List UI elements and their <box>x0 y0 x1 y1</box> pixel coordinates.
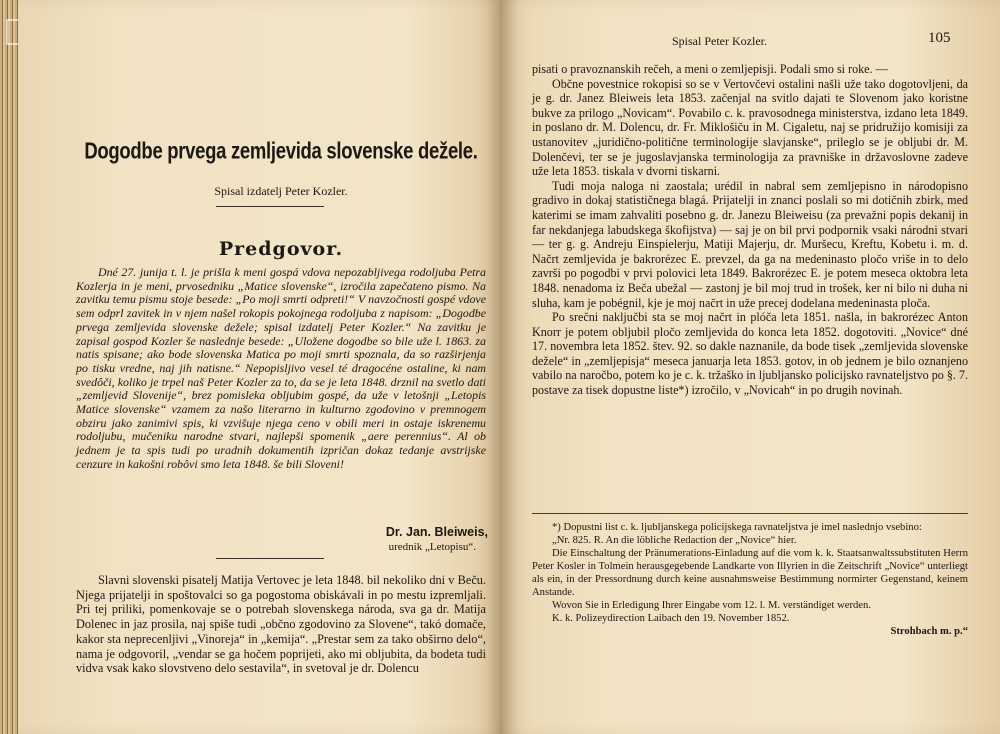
footnote <box>532 521 968 638</box>
body-paragraph: Občne povestnice rokopisi so se v Vertovčevi ostalini našli uže tako dogotovljeni, da je g. dr. Janez Bleiweis leta 1853. začenjal na svitlo dajati te Slovenom jako koristne bukve za prilogo „Novicam“. Povabilo c. k. pravosodnega ministerstva, izdano leta 1849. in poslano dr. M. Dolencu, dr. Fr. Miklošiču in M. Cigaletu, naj se pridružijo komisiji za ustanovitev „juridično-politične terminologije slavjanske“, prileglo se je obljubi dr. M. Dolenčevi, ter se je jugoslavjanska terminologija za pravniške in državoslovne zadeve uže leta 1853. tiskala v dvorni tiskarni. <box>532 76 968 179</box>
preface-divider <box>216 558 324 559</box>
footnote-paragraph: „Nr. 825. R. An die löbliche Redaction der „Novice“ hier. <box>552 535 797 546</box>
title-divider <box>216 206 324 207</box>
article-title: Dogodbe prvega zemljevida slovenske dežele. <box>84 137 478 164</box>
footnote-signature: Strohbach m. p.“ <box>890 626 968 637</box>
left-body-text <box>76 573 486 676</box>
body-paragraph: Slavni slovenski pisatelj Matija Vertovec je leta 1848. bil nekoliko dni v Beču. Njega prijatelji in spoštovalci so ga pogostoma obiskávali in po mestu izpremljali. Pri tej priliki, pomenkovaje se o potrebah slovenskega národa, sva ga dr. Matija Dolenec in jaz prosila, naj spiše tudi „občno zgodovino za Slovene“, takó domače, kakor sta neprecenljivi „Vinoreja“ in „kemija“. „Prestar sem za tako obširno delo“, nama je odgovoril, „vendar se ga hočem poprijeti, ako mi obljubita, da bodeta tudi vidva vsak kako slovstveno delo sestavila“, in svetoval je dr. Dolencu <box>76 573 486 676</box>
left-page <box>18 0 502 734</box>
running-head: Spisal Peter Kozler. <box>672 34 767 48</box>
footnote-paragraph: K. k. Polizeydirection Laibach den 19. November 1852. <box>552 613 790 624</box>
byline: Spisal izdatelj Peter Kozler. <box>214 184 348 198</box>
body-paragraph: Tudi moja naloga ni zaostala; urédil in nabral sem zemljepisno in národopisno gradivo in dokaj statističnega blagá. Prijatelji in znanci poslali so mi dotičnih zbirk, med katerimi se imam zahvaliti posebno g. dr. Janezu Bleiweisu (za prevažni popis dekanij in far nekdanjega labudskega škofijstva) — saj je on bil prvi podpornik vsaki národni stvari — ter g. g. Andreju Einspielerju, Matiji Majerju, dr. Muršecu, Kreftu, Kobetu i. m. d. Načrt zemljevida je bakrorézec E. prevzel, da ga na medeninasto pločo vriše in to delo završi po pogodbi v prvi polovici leta 1849. Bakrorézec E. je potem meseca oktobra leta 1848. nenadoma iz Beča ubežal — zastonj je bil moj trud in trošek, ker ni bilo ni duha ni sluha, kam je pobégnil, kje je moj načrt in uže precej dodelana medeninasta ploča. <box>532 178 968 310</box>
right-body-text <box>532 62 968 398</box>
footnote-divider <box>532 513 968 514</box>
body-paragraph: Po srečni naključbi sta se moj načrt in plóča leta 1851. našla, in bakrorézec Anton Knorr je potem obljubil pločo zemljevida do konca leta 1852. dogotoviti. „Novice“ dné 17. novembra leta 1852. štev. 92. so dakle naznanile, da bode tisek „zemljevida slovenske dežele“ in „zemljepisja“ meseca januarja leta 1853. gotov, in ob jednem je bilo oznanjeno vabilo na naročbo, potem ko je c. k. tržaško in ljubljansko policijsko ravnateljstvo po §. 7. postave za tisek dopustne liste*) izročilo, v „Novicah“ in po drugih novinah. <box>532 310 968 398</box>
preface-heading: Predgovor. <box>218 238 344 260</box>
page-number: 105 <box>928 30 951 46</box>
footnote-paragraph: Die Einschaltung der Pränumerations-Einladung auf die vom k. k. Staatsanwaltssubstituten Herrn Peter Kosler in Tolmein herausgegebende Landkarte von Illyrien in die Zeitschrift „Novice“ unterliegt als ein, in der Pressordnung durch keine ausnahmsweise Bestimmung normirter Gegenstand, keinem Anstande. <box>532 548 968 598</box>
body-paragraph: pisati o pravoznanskih rečeh, a meni o zemljepisji. Podali smo si roke. — <box>532 62 888 76</box>
preface-text <box>76 266 486 472</box>
footnote-paragraph: Wovon Sie in Erledigung Ihrer Eingabe vom 12. l. M. verständiget werden. <box>552 600 871 611</box>
footnote-paragraph: *) Dopustni list c. k. ljubljanskega policijskega ravnateljstva je imel naslednjo vsebino: <box>552 522 922 533</box>
right-page <box>502 0 1000 734</box>
signature: Dr. Jan. Bleiweis, <box>385 525 488 539</box>
page-edges <box>0 0 18 734</box>
signature-role: urednik „Letopisu“. <box>388 541 476 553</box>
preface-paragraph: Dné 27. junija t. l. je prišla k meni gospá vdova nepozabljivega rodoljuba Petra Kozlerja in je meni, prvosedniku „Matice slovenske“, izročila zapečateno pismo. Na zavitku temu pismu stoje besede: „Po moji smrti odpreti!“ V navzočnosti gospé vdove sem odprl zavitek in v njem našel rokopis pokojnega rodoljuba z napisom: „Dogodbe prvega zemljevida slovenske dežele; spisal izdatelj Peter Kozler.“ Na zavitku je zapisal gospod Kozler še naslednje besede: „Uložene dogodbe so bile uže l. 1863. za natis spisane; ako bode slovenska Matica po moji smrti spoznala, da so razširjenja po tisku vredne, naj jih natisne.“ Nepopisljivo vesel té dragocéne ostaline, ki nam svedôči, koliko je trpel naš Peter Kozler za to, da se je leta 1848. drznil na svetlo dati „zemljevid Slovenije“, brez pomisleka obljubim gospé, da uže v letošnji „Letopis Matice slovenske“ vzamem za našo literarno in kulturno zgodovino v premnogem obziru jako zanimivi spis, ki vzvišuje njega ceno v obili meri in ostaje iskrenemu rodoljubu, mučeniku narodne stvari, najlepši spomenik „aere perennius“. Al ob jednem je ta spis tudi po uradnih dokumentih izpričan dokaz tedanje avstrijske cenzure in kakošni robôvi smo leta 1848. še bili Sloveni! <box>76 265 486 471</box>
